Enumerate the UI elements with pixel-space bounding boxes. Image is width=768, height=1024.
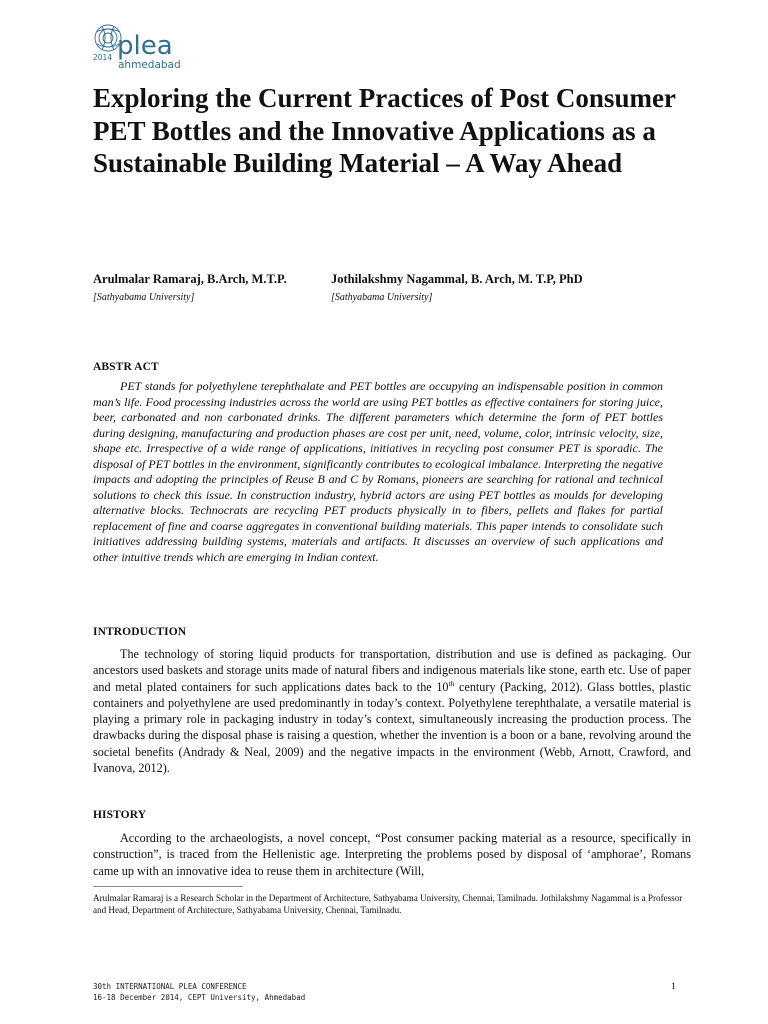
paper-title: Exploring the Current Practices of Post Consumer PET Bottles and the Innovative Applications as a Sustainable Building Material – A Way Ahead xyxy=(93,83,676,178)
author-footnote: Arulmalar Ramaraj is a Research Scholar in the Department of Architecture, Sathyabama University, Chennai, Tamilnadu. Jothilakshmy Nagammal is a Professor and Head, Department of Architecture, Sathyabama University, Chennai, Tamilnadu. xyxy=(93,893,683,915)
history-text: According to the archaeologists, a novel concept, “Post consumer packing material as a resource, specifically in construction”, is traced from the Hellenistic age. Interpreting the problems posed by disposal of ‘amphorae’, Romans came up with an innovative idea to reuse them in architecture (Will, xyxy=(93,831,691,878)
abstract-heading: ABSTR ACT xyxy=(93,361,159,373)
author-affiliation-2: [Sathyabama University] xyxy=(331,292,433,303)
abstract-text: PET stands for polyethylene terephthalate and PET bottles are occupying an indispensable position in common man’s life. Food processing industries across the world are using PET bottles as effective containers for storing juice, beer, carbonated and non carbonated drinks. The different parameters which determine the form of PET bottles during designing, manufacturing and production phases are cost per unit, need, volume, color, intrinsic velocity, size, shape etc. Irrespective of a wide range of applications, initiatives in recycling post consumer PET is sporadic. The disposal of PET bottles in the environment, significantly contributes to ecological imbalance. Interpreting the negative impacts and adopting the principles of Reuse B and C by Romans, pioneers are searching for rational and technical solutions to check this issue. In construction industry, hybrid actors are using PET bottles as moulds for developing alternative blocks. Technocrats are recycling PET products physically in to fibers, pellets and flakes for partial replacement of fine and coarse aggregates in conventional building materials. This paper intends to consolidate such initiatives addressing building systems, materials and artifacts. It discusses an overview of such applications and other intuitive trends which are emerging in Indian context. xyxy=(93,379,663,565)
history-heading: HISTORY xyxy=(93,809,147,821)
author-name-1: Arulmalar Ramaraj, B.Arch, M.T.P. xyxy=(93,272,287,286)
footer-conference-name: 30th INTERNATIONAL PLEA CONFERENCE xyxy=(93,982,247,991)
logo-brand: plea xyxy=(117,31,173,61)
page-number: 1 xyxy=(671,982,676,992)
superscript-th: th xyxy=(448,678,455,688)
logo-city: ahmedabad xyxy=(118,59,181,71)
introduction-text-part-2: century (Packing, 2012). Glass bottles, plastic containers and polyethylene are used predominantly in today’s context. Polyethylene terephthalate, a versatile material is playing a primary role in packaging industry in today’s context, simultaneously increasing the production process. The drawbacks during the disposal phase is raising a question, whether the invention is a boon or a bane, revolving around the societal benefits (Andrady & Neal, 2009) and the negative impacts in the environment (Webb, Arnott, Crawford, and Ivanova, 2012). xyxy=(93,679,691,776)
author-name-2: Jothilakshmy Nagammal, B. Arch, M. T.P, PhD xyxy=(331,272,583,286)
introduction-heading: INTRODUCTION xyxy=(93,626,187,638)
logo-year: 2014 xyxy=(93,53,113,62)
footer-conference-dates: 16-18 December 2014, CEPT University, Ahmedabad xyxy=(93,993,306,1002)
conference-logo xyxy=(92,14,202,72)
author-affiliation-1: [Sathyabama University] xyxy=(93,292,195,303)
introduction-text xyxy=(93,646,691,776)
introduction-text-part-1: The technology of storing liquid products for transportation, distribution and use is defined as packaging. Our ancestors used baskets and storage units made of natural fibers and indigenous materials like stone, earth etc. Use of paper and metal plated containers for such applications dates back to the 10 xyxy=(93,647,691,694)
plea-logo-icon xyxy=(92,14,202,72)
footnote-divider xyxy=(93,886,243,887)
